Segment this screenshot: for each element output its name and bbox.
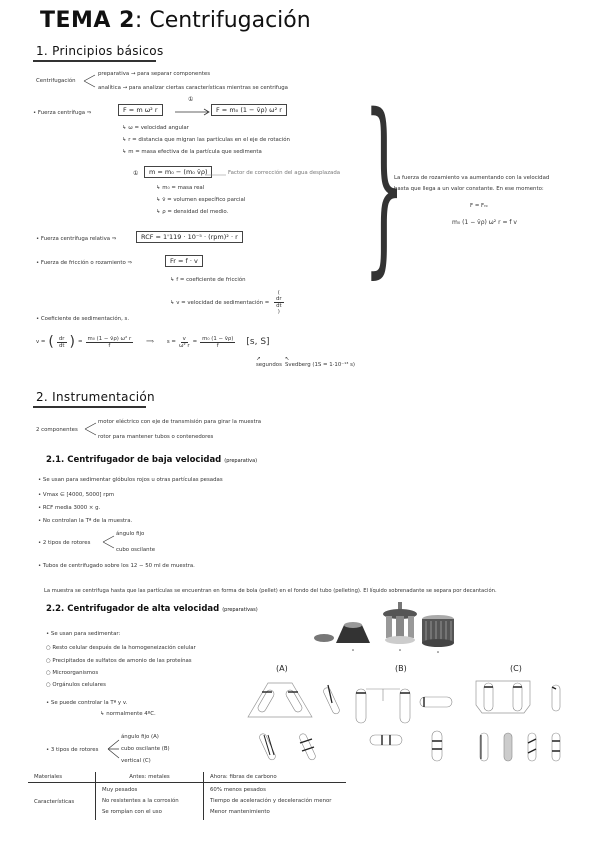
side-note-eq1: F = Fᵣₒ — [470, 203, 488, 209]
figure-label-b: (B) — [395, 664, 407, 673]
table-header-antes: Antes: metales — [96, 772, 204, 783]
table-cell-ahora: 60% menos pesados Tiempo de aceleración y deceleración menor Menor mantenimiento — [210, 787, 332, 815]
def-m0: ↳ m₀ = masa real — [156, 185, 205, 191]
sedimentacion-equation: v = ( $\frac{dr}{dt}$ ) = $\frac{\text{m₀ (1 − v̄ρ) ω² r}}{f}$ ⟹ s = $\frac{v}{\text{ω² r}}$ = $\frac{\text{m₀ (1 − v̄ρ)}}{f}$ [s, S] — [36, 334, 270, 350]
section2-heading: 2. Instrumentación — [36, 390, 155, 404]
sub2-use-1: ○ Resto celular después de la homogeneización celular — [46, 645, 196, 651]
sub2-rotor-label: • 3 tipos de rotores — [46, 747, 99, 753]
arrow-right-icon — [205, 172, 227, 178]
sub2-use-3: ○ Microorganismos — [46, 670, 99, 676]
def-omega: ↳ ω = velocidad angular — [122, 125, 189, 131]
sub2-rotor-type-2: cubo oscilante (B) — [121, 746, 170, 752]
branch-icon — [84, 421, 98, 437]
page-title — [40, 8, 311, 33]
materiales-table — [28, 772, 346, 820]
arrow-right-icon — [175, 108, 211, 116]
sub1-rotor-label: • 2 tipos de rotores — [38, 540, 91, 546]
section1-heading: 1. Principios básicos — [36, 44, 164, 58]
mass-marker: ① — [133, 170, 139, 177]
unit-label-seconds: ↗ segundos — [256, 356, 282, 368]
def-f: ↳ f = coeficiente de fricción — [170, 277, 246, 283]
subsection-2-1-heading: 2.1. Centrifugador de baja velocidad (preparativa) — [46, 455, 258, 465]
def-rho: ↳ ρ = densidad del medio. — [156, 209, 229, 215]
figure-label-a: (A) — [276, 664, 288, 673]
curly-brace: } — [363, 74, 406, 295]
sub2-rotor-type-1: ángulo fijo (A) — [121, 734, 159, 740]
def-v: ↳ v = velocidad de sedimentación = ( dr dt ) — [170, 290, 282, 315]
centrifugacion-label: Centrifugación — [36, 78, 76, 84]
centrifugacion-branch-2: analítica → para analizar ciertas características mientras se centrifuga — [98, 85, 288, 91]
branch-icon — [102, 534, 116, 550]
formula-mass: m = m₀ − (m₀ v̄ρ) — [144, 166, 212, 178]
sub2-control-note: ↳ normalmente 4ºC. — [100, 711, 156, 717]
subsection-2-2-heading: 2.2. Centrifugador de alta velocidad (preparativas) — [46, 604, 258, 614]
diagram-swinging-bucket-rotor — [352, 675, 462, 770]
fuerza-centrifuga-label: • Fuerza centrífuga ⇒ — [33, 110, 92, 116]
side-note-eq2: m₀ (1 − v̄ρ) ω² r = f v — [452, 219, 517, 226]
arrow-marker: ① — [188, 96, 194, 103]
table-row — [28, 783, 346, 821]
branch-icon — [83, 73, 97, 89]
componentes-label: 2 componentes — [36, 427, 78, 433]
side-note-line-1: La fuerza de rozamiento va aumentando con la velocidad — [394, 175, 550, 181]
rotor-photo-vertical — [418, 613, 458, 655]
sub2-use-2: ○ Precipitados de sulfatos de amonio de las proteínas — [46, 658, 192, 664]
sub2-control: • Se puede controlar la Tª y v. — [46, 700, 128, 706]
sub2-use-4: ○ Orgánulos celulares — [46, 682, 106, 688]
formula-f-corrected: F = m₀ (1 − v̄ρ) ω² r — [211, 104, 287, 116]
table-header-materiales: Materiales — [28, 772, 96, 783]
table-header-row — [28, 772, 346, 783]
sub1-rotor-type-1: ángulo fijo — [116, 531, 145, 537]
sub2-uses-label: • Se usan para sedimentar: — [46, 631, 121, 637]
friccion-label: • Fuerza de fricción o rozamiento ⇒ — [36, 260, 133, 266]
sub1-bullet-3: • RCF media 3000 × g. — [38, 505, 101, 511]
rcf-label: • Fuerza centrífuga relativa ⇒ — [36, 236, 117, 242]
table-cell-antes: Muy pesados No resistentes a la corrosión Se rompían con el uso — [96, 783, 204, 821]
formula-rcf: RCF = 1'119 · 10⁻⁵ · (rpm)² · r — [136, 231, 243, 243]
sub1-bullet-1: • Se usan para sedimentar glóbulos rojos u otras partículas pesadas — [38, 477, 223, 483]
sedimentacion-label: • Coeficiente de sedimentación, s. — [36, 316, 130, 322]
formula-f-m-w2-r: F = m ω² r — [118, 104, 163, 116]
figure-label-c: (C) — [510, 664, 522, 673]
def-r: ↳ r = distancia que migran las partículas en el eje de rotación — [122, 137, 290, 143]
title-rest: : Centrifugación — [134, 8, 311, 33]
centrifugacion-branch-1: preparativa → para separar componentes — [98, 71, 211, 77]
componente-1: motor eléctrico con eje de transmisión para girar la muestra — [98, 419, 262, 425]
rotor-photo-fixed-angle — [312, 613, 374, 653]
sub1-bullet-4: • No controlan la Tª de la muestra. — [38, 518, 133, 524]
mass-correction-note: Factor de corrección del agua desplazada — [228, 170, 341, 176]
def-m: ↳ m = masa efectiva de la partícula que sedimenta — [122, 149, 262, 155]
section1-underline — [33, 60, 156, 62]
formula-friccion: Fr = f · v — [165, 255, 203, 267]
sub1-rotor-type-2: cubo oscilante — [116, 547, 156, 553]
sub1-last-bullet: • Tubos de centrifugado sobre los 12 − 50 ml de muestra. — [38, 563, 195, 569]
unit-label-svedberg: ↖ Svedberg (1S = 1·10⁻¹³ s) — [285, 356, 356, 368]
def-vbar: ↳ v̄ = volumen específico parcial — [156, 197, 246, 203]
sub2-rotor-type-3: vertical (C) — [121, 758, 151, 764]
diagram-fixed-angle-rotor — [240, 675, 350, 770]
rotor-photo-swinging-bucket — [380, 602, 420, 654]
side-note-line-2: hasta que llega a un valor constante. En ese momento: — [394, 186, 544, 192]
diagram-vertical-rotor — [472, 675, 592, 770]
section2-underline — [33, 406, 146, 408]
componente-2: rotor para mantener tubos o contenedores — [98, 434, 214, 440]
title-bold: TEMA 2 — [40, 8, 135, 33]
branch-icon — [107, 738, 121, 760]
pellet-note: La muestra se centrifuga hasta que las partículas se encuentran en forma de bola (pellet) en el fondo del tubo (pelleting). El líquido sobrenadante se separa por decantación. — [44, 588, 497, 594]
sub1-bullet-2: • Vmax ∈ [4000, 5000] rpm — [38, 492, 115, 498]
table-header-ahora: Ahora: fibras de carbono — [210, 774, 277, 780]
table-row-label: Características — [28, 783, 96, 821]
